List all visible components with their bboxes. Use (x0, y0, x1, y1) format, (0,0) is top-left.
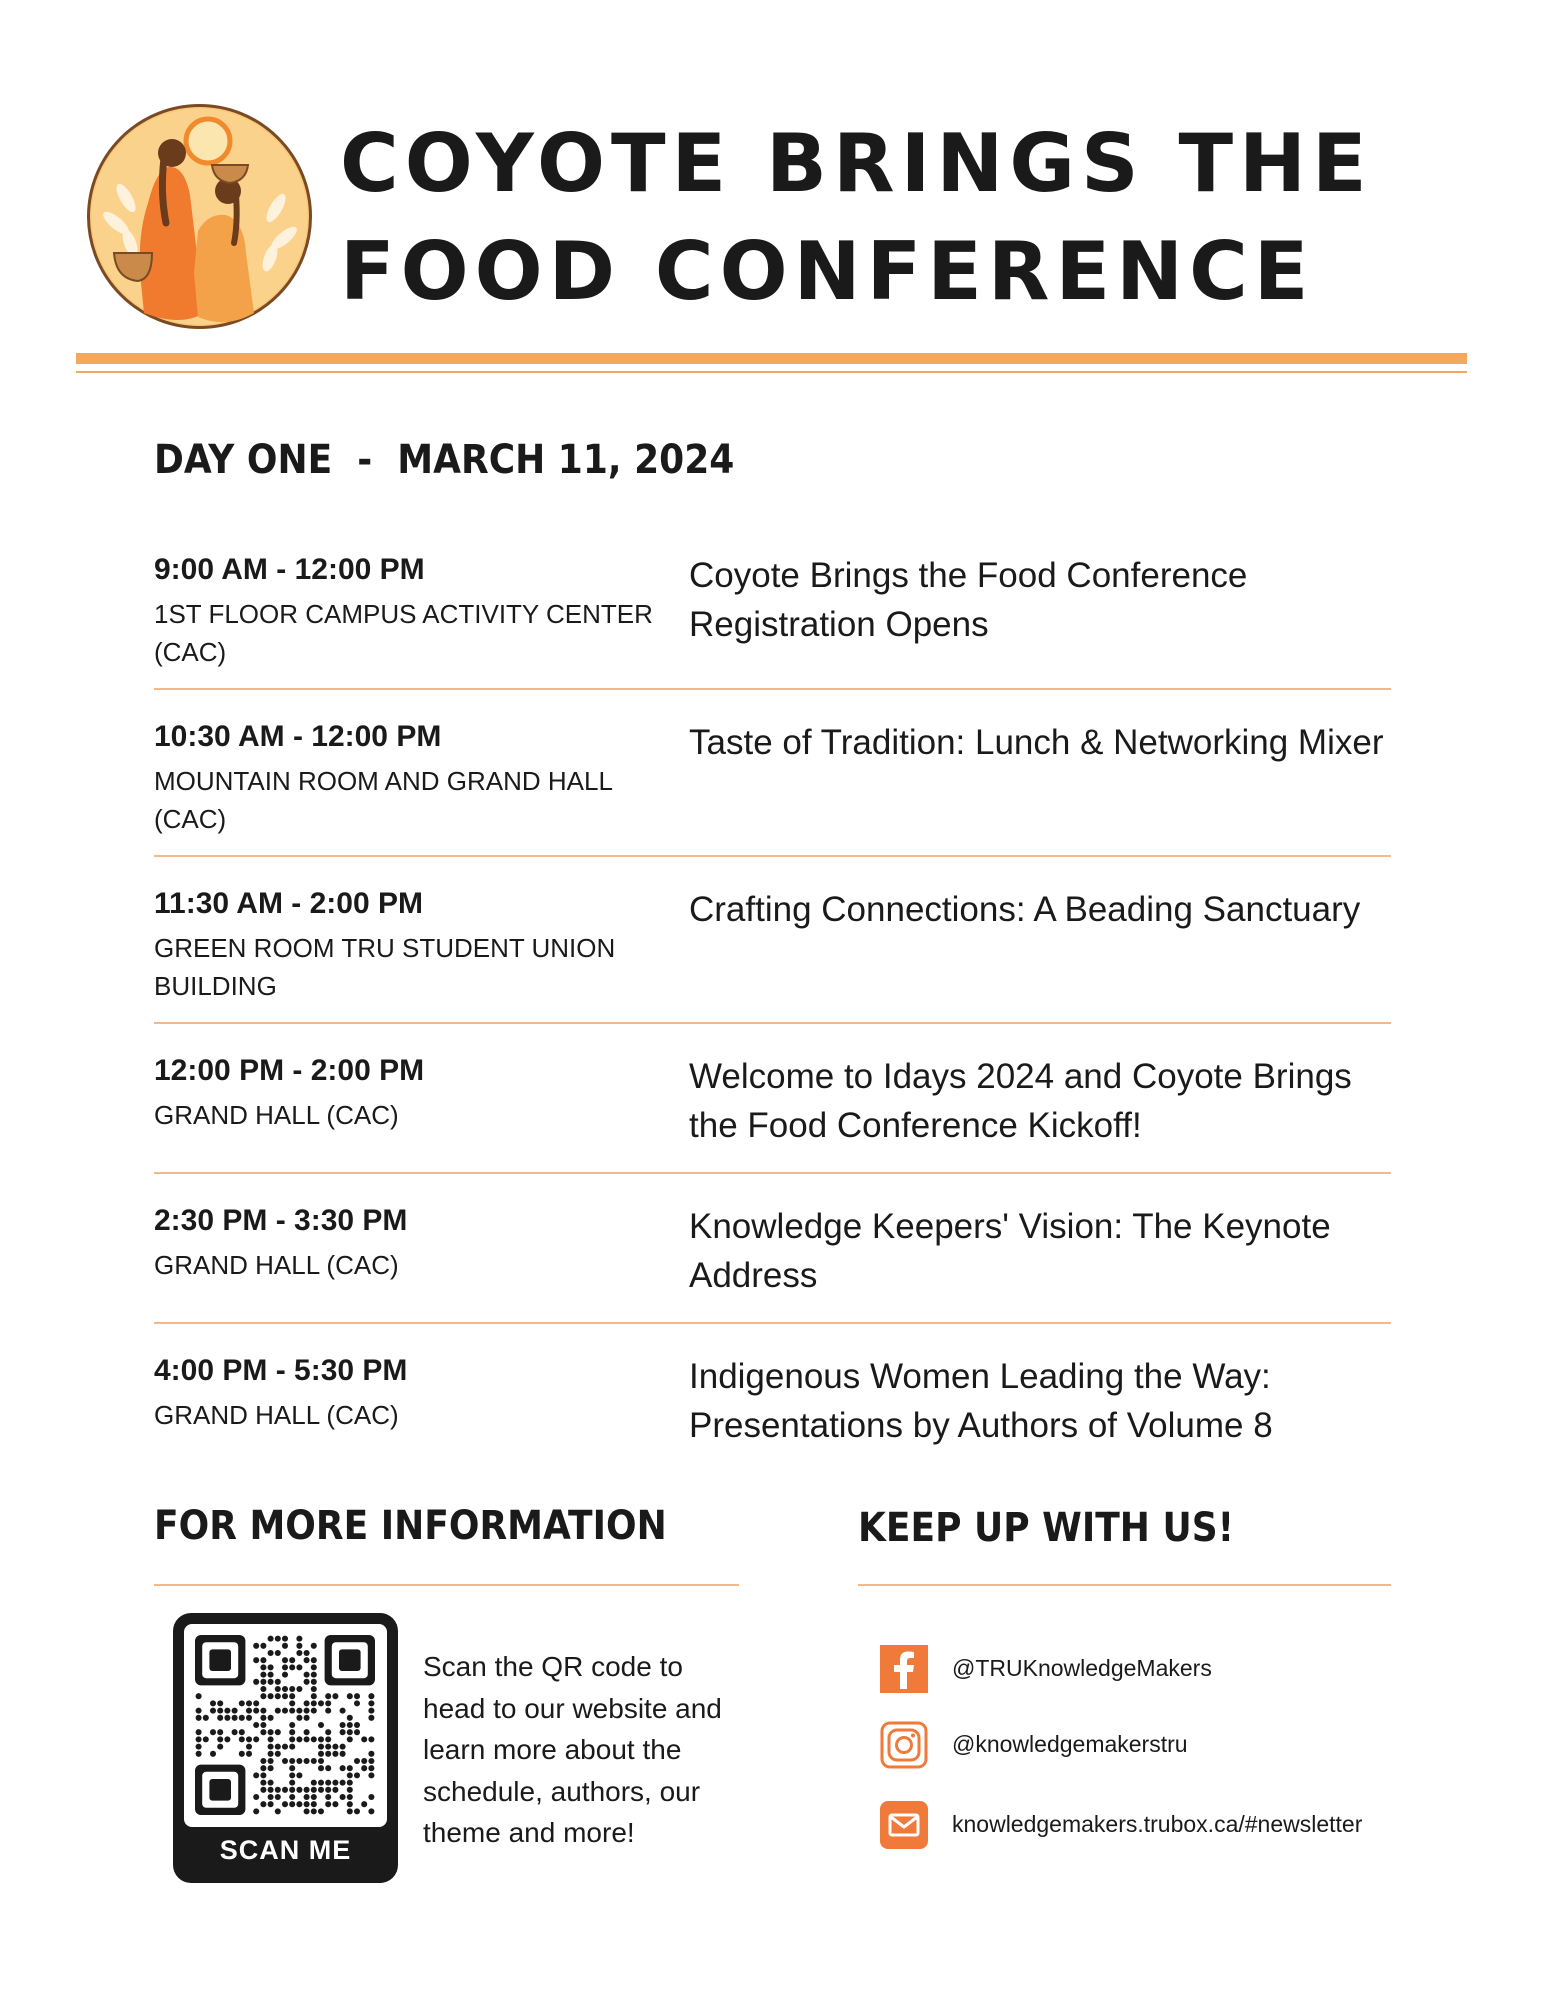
qr-module (325, 1693, 331, 1699)
qr-module (246, 1708, 252, 1714)
facebook-handle[interactable]: @TRUKnowledgeMakers (952, 1655, 1212, 1681)
qr-module (368, 1700, 374, 1706)
qr-module (268, 1744, 274, 1750)
qr-module (260, 1787, 266, 1793)
qr-code[interactable] (184, 1624, 387, 1827)
qr-module (196, 1751, 202, 1757)
session-location: GRAND HALL (CAC) (154, 1250, 399, 1280)
qr-module (332, 1751, 338, 1757)
qr-module (282, 1664, 288, 1670)
qr-module (304, 1801, 310, 1807)
qr-module (268, 1636, 274, 1642)
qr-module (347, 1808, 353, 1814)
qr-module (268, 1693, 274, 1699)
session-location: GREEN ROOM TRU STUDENT UNION BUILDING (154, 933, 616, 1001)
qr-module (268, 1672, 274, 1678)
qr-module (253, 1708, 259, 1714)
qr-module (289, 1700, 295, 1706)
qr-module (354, 1722, 360, 1728)
instagram-handle[interactable]: @knowledgemakerstru (952, 1731, 1188, 1757)
mail-icon (880, 1801, 928, 1849)
qr-module (268, 1751, 274, 1757)
session-title: Indigenous Women Leading the Way: Presentations by Authors of Volume 8 (689, 1357, 1273, 1445)
qr-module (304, 1657, 310, 1663)
qr-module (354, 1758, 360, 1764)
schedule-row (154, 690, 1391, 857)
qr-module (289, 1736, 295, 1742)
keep-up-divider (858, 1584, 1391, 1586)
session-title: Crafting Connections: A Beading Sanctuary (689, 890, 1361, 929)
session-title: Welcome to Idays 2024 and Coyote Brings the Food Conference Kickoff! (689, 1057, 1352, 1145)
qr-module (260, 1686, 266, 1692)
qr-module (354, 1808, 360, 1814)
qr-module (332, 1693, 338, 1699)
qr-module (275, 1636, 281, 1642)
qr-module (304, 1787, 310, 1793)
qr-module (253, 1657, 259, 1663)
qr-module (289, 1794, 295, 1800)
qr-module (268, 1729, 274, 1735)
qr-module (347, 1736, 353, 1742)
qr-module (196, 1736, 202, 1742)
qr-module (196, 1693, 202, 1699)
qr-module (368, 1794, 374, 1800)
qr-module (196, 1708, 202, 1714)
qr-module (282, 1708, 288, 1714)
qr-module (325, 1708, 331, 1714)
qr-module (275, 1729, 281, 1735)
qr-module (210, 1700, 216, 1706)
qr-module (268, 1765, 274, 1771)
qr-module (311, 1808, 317, 1814)
qr-module (289, 1787, 295, 1793)
keep-up-heading: KEEP UP WITH US! (858, 1505, 1235, 1551)
qr-module (347, 1765, 353, 1771)
qr-module (304, 1808, 310, 1814)
qr-module (325, 1794, 331, 1800)
qr-module (318, 1744, 324, 1750)
qr-module (282, 1657, 288, 1663)
qr-module (282, 1636, 288, 1642)
qr-module (325, 1736, 331, 1742)
qr-module (368, 1758, 374, 1764)
qr-module (304, 1708, 310, 1714)
qr-module (224, 1715, 230, 1721)
qr-module (275, 1693, 281, 1699)
qr-module (340, 1751, 346, 1757)
qr-module (347, 1693, 353, 1699)
qr-module (332, 1787, 338, 1793)
qr-module (275, 1679, 281, 1685)
qr-module (282, 1693, 288, 1699)
qr-module (268, 1758, 274, 1764)
qr-module (203, 1736, 209, 1742)
qr-module (282, 1787, 288, 1793)
title-divider-thin (76, 371, 1467, 373)
qr-module (311, 1780, 317, 1786)
qr-module (332, 1780, 338, 1786)
qr-module (275, 1751, 281, 1757)
qr-module (311, 1686, 317, 1692)
qr-module (311, 1672, 317, 1678)
qr-module (296, 1801, 302, 1807)
qr-module (325, 1729, 331, 1735)
qr-module (318, 1751, 324, 1757)
qr-module (268, 1780, 274, 1786)
qr-module (304, 1794, 310, 1800)
qr-module (347, 1772, 353, 1778)
qr-module (275, 1794, 281, 1800)
qr-module (289, 1765, 295, 1771)
more-info-heading: FOR MORE INFORMATION (154, 1503, 667, 1549)
qr-module (325, 1700, 331, 1706)
qr-module (368, 1765, 374, 1771)
qr-module (318, 1700, 324, 1706)
qr-module (361, 1736, 367, 1742)
qr-module (268, 1794, 274, 1800)
qr-module (217, 1736, 223, 1742)
qr-module (340, 1765, 346, 1771)
qr-module (289, 1664, 295, 1670)
qr-module (304, 1672, 310, 1678)
qr-module (304, 1700, 310, 1706)
qr-module (268, 1736, 274, 1742)
qr-module (196, 1715, 202, 1721)
qr-module (217, 1729, 223, 1735)
qr-module (318, 1736, 324, 1742)
qr-module (260, 1643, 266, 1649)
instagram-icon (880, 1721, 928, 1769)
session-time: 9:00 AM - 12:00 PM (154, 553, 425, 586)
qr-module (239, 1751, 245, 1757)
qr-module (311, 1736, 317, 1742)
qr-module (246, 1700, 252, 1706)
session-location: 1ST FLOOR CAMPUS ACTIVITY CENTER (CAC) (154, 599, 653, 667)
qr-module (318, 1787, 324, 1793)
qr-module (203, 1715, 209, 1721)
qr-module (325, 1780, 331, 1786)
qr-module (311, 1758, 317, 1764)
qr-module (289, 1744, 295, 1750)
qr-module (296, 1643, 302, 1649)
qr-module (325, 1765, 331, 1771)
qr-module (260, 1780, 266, 1786)
qr-module (196, 1744, 202, 1750)
qr-module (304, 1715, 310, 1721)
qr-module (347, 1787, 353, 1793)
qr-module (311, 1801, 317, 1807)
qr-module (289, 1772, 295, 1778)
qr-module (289, 1780, 295, 1786)
qr-module (368, 1772, 374, 1778)
qr-module (304, 1736, 310, 1742)
qr-module (260, 1758, 266, 1764)
qr-module (239, 1700, 245, 1706)
qr-module (210, 1751, 216, 1757)
qr-module (232, 1708, 238, 1714)
qr-module (289, 1729, 295, 1735)
qr-module (304, 1650, 310, 1656)
qr-module (296, 1686, 302, 1692)
session-time: 4:00 PM - 5:30 PM (154, 1354, 408, 1387)
qr-code-card[interactable] (173, 1613, 398, 1883)
qr-module (325, 1751, 331, 1757)
schedule-row (154, 1024, 1391, 1174)
qr-module (340, 1780, 346, 1786)
schedule-row (154, 545, 1391, 690)
qr-module (354, 1693, 360, 1699)
qr-module (253, 1794, 259, 1800)
qr-module (275, 1650, 281, 1656)
qr-module (260, 1657, 266, 1663)
qr-module (368, 1751, 374, 1757)
session-title: Taste of Tradition: Lunch & Networking Mixer (689, 723, 1384, 762)
qr-module (260, 1801, 266, 1807)
qr-module (368, 1715, 374, 1721)
schedule-row (154, 1174, 1391, 1324)
day-heading: DAY ONE - MARCH 11, 2024 (154, 437, 735, 483)
qr-module (275, 1744, 281, 1750)
qr-module (260, 1772, 266, 1778)
qr-module (217, 1744, 223, 1750)
session-time: 2:30 PM - 3:30 PM (154, 1204, 408, 1237)
qr-module (268, 1801, 274, 1807)
qr-module (296, 1772, 302, 1778)
qr-module (224, 1736, 230, 1742)
qr-module (246, 1744, 252, 1750)
qr-module (311, 1700, 317, 1706)
qr-module (325, 1801, 331, 1807)
qr-module (289, 1693, 295, 1699)
qr-module (296, 1758, 302, 1764)
qr-module (368, 1808, 374, 1814)
qr-module (224, 1708, 230, 1714)
qr-module (368, 1708, 374, 1714)
qr-module (304, 1758, 310, 1764)
qr-module (368, 1736, 374, 1742)
qr-module (239, 1715, 245, 1721)
qr-module (361, 1765, 367, 1771)
qr-code-icon (184, 1624, 387, 1827)
qr-module (340, 1722, 346, 1728)
qr-module (361, 1758, 367, 1764)
qr-module (260, 1729, 266, 1735)
schedule-row (154, 857, 1391, 1024)
qr-module (332, 1744, 338, 1750)
qr-module (347, 1729, 353, 1735)
conference-logo (86, 103, 313, 330)
qr-module (368, 1693, 374, 1699)
qr-module (318, 1722, 324, 1728)
qr-module (268, 1679, 274, 1685)
qr-module (268, 1650, 274, 1656)
newsletter-url[interactable]: knowledgemakers.trubox.ca/#newsletter (952, 1811, 1363, 1837)
qr-module (325, 1787, 331, 1793)
qr-module (260, 1679, 266, 1685)
qr-module (347, 1801, 353, 1807)
qr-module (275, 1686, 281, 1692)
qr-module (232, 1715, 238, 1721)
qr-module (246, 1751, 252, 1757)
qr-module (289, 1657, 295, 1663)
qr-module (296, 1736, 302, 1742)
qr-module (340, 1794, 346, 1800)
qr-module (217, 1708, 223, 1714)
qr-module (275, 1708, 281, 1714)
qr-module (347, 1715, 353, 1721)
qr-module (296, 1715, 302, 1721)
qr-module (289, 1758, 295, 1764)
scan-me-label: SCAN ME (219, 1835, 352, 1865)
qr-module (347, 1794, 353, 1800)
qr-module (253, 1772, 259, 1778)
qr-module (268, 1664, 274, 1670)
qr-module (311, 1787, 317, 1793)
qr-module (304, 1729, 310, 1735)
session-location: GRAND HALL (CAC) (154, 1100, 399, 1130)
qr-module (282, 1686, 288, 1692)
qr-module (340, 1744, 346, 1750)
qr-module (253, 1736, 259, 1742)
qr-module (311, 1643, 317, 1649)
session-title: Knowledge Keepers' Vision: The Keynote Address (689, 1207, 1331, 1295)
qr-module (253, 1722, 259, 1728)
qr-module (282, 1758, 288, 1764)
qr-module (296, 1664, 302, 1670)
qr-module (347, 1722, 353, 1728)
session-location: GRAND HALL (CAC) (154, 1400, 399, 1430)
qr-module (296, 1636, 302, 1642)
qr-module (232, 1729, 238, 1735)
qr-module (296, 1650, 302, 1656)
qr-module (196, 1729, 202, 1735)
qr-module (318, 1758, 324, 1764)
qr-module (260, 1708, 266, 1714)
session-time: 11:30 AM - 2:00 PM (154, 887, 423, 920)
qr-module (275, 1787, 281, 1793)
qr-module (347, 1780, 353, 1786)
session-time: 10:30 AM - 12:00 PM (154, 720, 442, 753)
title-divider-thick (76, 353, 1467, 364)
qr-module (318, 1780, 324, 1786)
qr-module (268, 1715, 274, 1721)
qr-module (340, 1708, 346, 1714)
qr-module (282, 1672, 288, 1678)
qr-module (354, 1729, 360, 1735)
qr-module (318, 1808, 324, 1814)
qr-module (268, 1787, 274, 1793)
qr-module (210, 1729, 216, 1735)
qr-module (289, 1708, 295, 1714)
qr-module (275, 1808, 281, 1814)
qr-module (318, 1765, 324, 1771)
qr-module (340, 1729, 346, 1735)
session-time: 12:00 PM - 2:00 PM (154, 1054, 425, 1087)
qr-module (260, 1722, 266, 1728)
qr-module (289, 1801, 295, 1807)
qr-module (260, 1765, 266, 1771)
qr-module (282, 1643, 288, 1649)
schedule-list (154, 545, 1391, 1454)
more-info-divider (154, 1584, 739, 1586)
qr-module (282, 1744, 288, 1750)
qr-module (260, 1715, 266, 1721)
qr-module (253, 1679, 259, 1685)
qr-module (246, 1715, 252, 1721)
session-title: Coyote Brings the Food Conference Registration Opens (689, 556, 1248, 644)
qr-module (253, 1700, 259, 1706)
women-carrying-baskets-icon (86, 103, 313, 330)
qr-module (296, 1708, 302, 1714)
qr-module (311, 1657, 317, 1663)
qr-module (239, 1736, 245, 1742)
qr-module (325, 1744, 331, 1750)
qr-module (260, 1672, 266, 1678)
qr-module (246, 1736, 252, 1742)
qr-module (361, 1801, 367, 1807)
qr-module (217, 1700, 223, 1706)
qr-module (311, 1664, 317, 1670)
qr-module (332, 1801, 338, 1807)
session-location: MOUNTAIN ROOM AND GRAND HALL (CAC) (154, 766, 612, 834)
qr-module (304, 1679, 310, 1685)
qr-module (354, 1772, 360, 1778)
qr-module (217, 1715, 223, 1721)
qr-module (354, 1700, 360, 1706)
page-title: COYOTE BRINGS THE FOOD CONFERENCE (340, 117, 1373, 318)
schedule-row (154, 1324, 1391, 1454)
qr-module (289, 1722, 295, 1728)
qr-module (260, 1664, 266, 1670)
qr-module (289, 1686, 295, 1692)
qr-module (210, 1708, 216, 1714)
qr-module (239, 1729, 245, 1735)
qr-module (260, 1693, 266, 1699)
qr-module (253, 1643, 259, 1649)
qr-module (253, 1808, 259, 1814)
qr-description: Scan the QR code to head to our website and learn more about the schedule, authors, our theme and more! (423, 1651, 722, 1848)
qr-module (296, 1787, 302, 1793)
qr-module (282, 1801, 288, 1807)
qr-module (311, 1708, 317, 1714)
qr-module (311, 1794, 317, 1800)
facebook-icon (880, 1645, 928, 1693)
qr-module (311, 1679, 317, 1685)
qr-module (311, 1693, 317, 1699)
